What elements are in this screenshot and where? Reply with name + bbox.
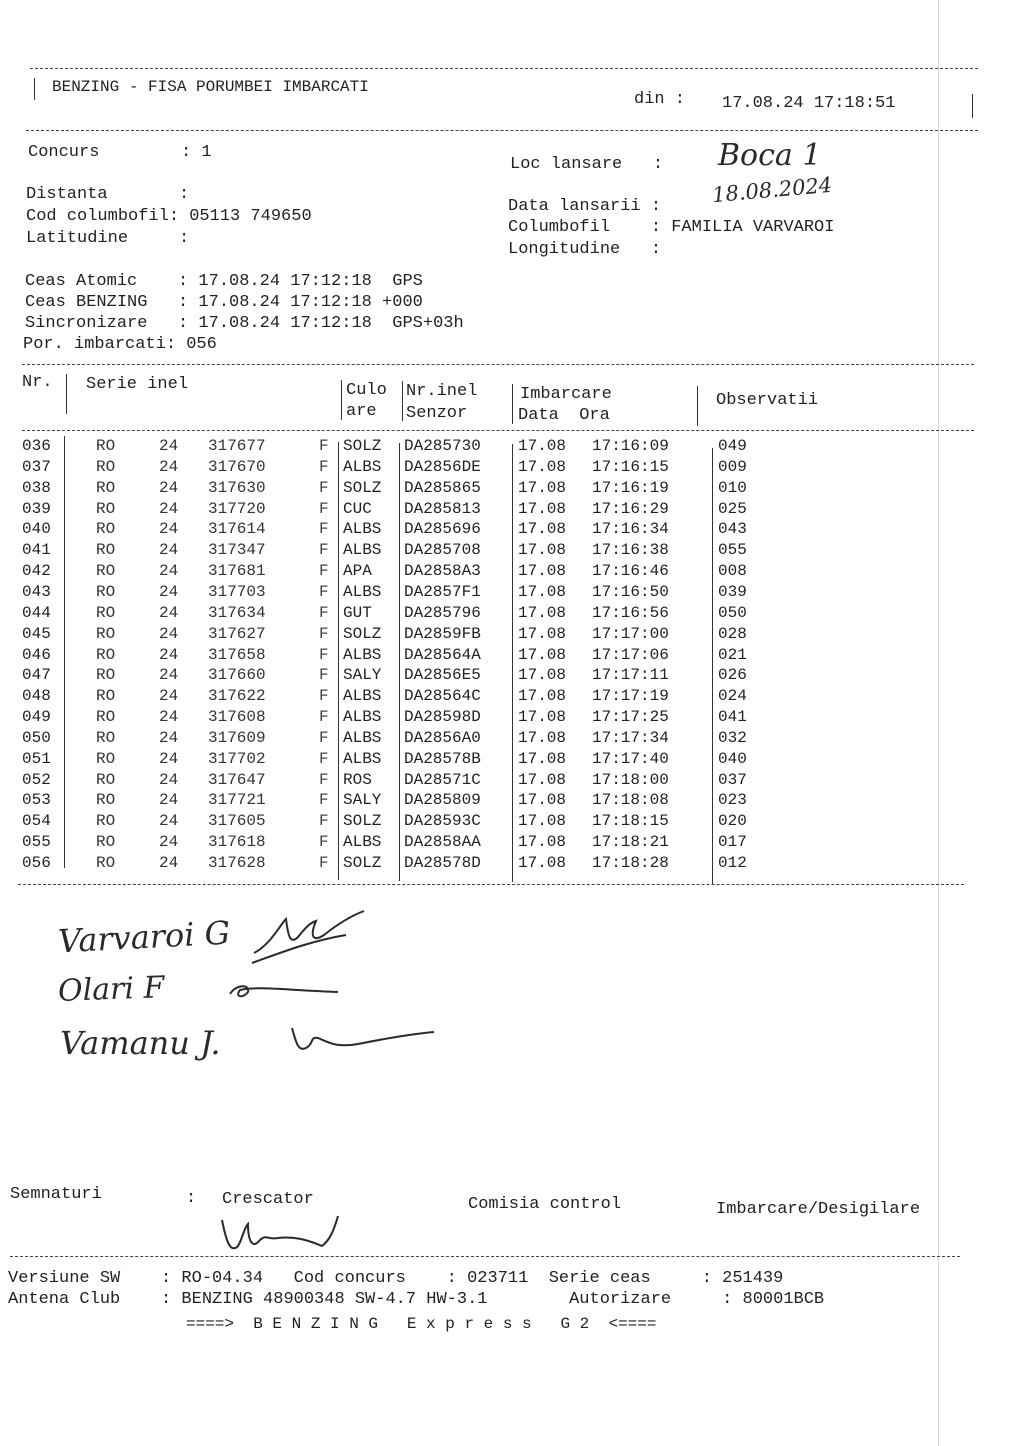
row-sex: F bbox=[319, 791, 329, 810]
row-color: ALBS bbox=[343, 582, 382, 601]
row-ring-number: 317660 bbox=[208, 666, 266, 685]
row-date: 17.08 bbox=[518, 708, 567, 727]
row-country: RO bbox=[96, 645, 116, 664]
row-nr: 039 bbox=[22, 499, 51, 518]
row-sex: F bbox=[319, 708, 329, 727]
row-sex: F bbox=[319, 833, 329, 852]
row-ring-number: 317628 bbox=[208, 854, 266, 872]
row-color: ALBS bbox=[343, 833, 382, 852]
row-nr: 052 bbox=[22, 770, 51, 789]
table-row bbox=[22, 478, 747, 499]
row-sensor: DA28578D bbox=[404, 854, 481, 872]
row-observatii: 028 bbox=[718, 624, 747, 643]
row-ring-number: 317681 bbox=[208, 562, 266, 581]
concurs-field: Concurs : 1 bbox=[28, 143, 212, 162]
table-row bbox=[22, 582, 747, 603]
row-observatii: 008 bbox=[718, 562, 747, 581]
row-observatii: 024 bbox=[718, 687, 747, 706]
signature-3 bbox=[288, 1018, 438, 1058]
row-date: 17.08 bbox=[518, 582, 567, 601]
row-time: 17:18:15 bbox=[592, 812, 669, 831]
row-observatii: 039 bbox=[718, 582, 747, 601]
table-row bbox=[22, 770, 747, 791]
crescator-label: Crescator bbox=[222, 1190, 314, 1209]
row-date: 17.08 bbox=[518, 457, 567, 476]
row-color: ALBS bbox=[343, 457, 382, 476]
row-nr: 049 bbox=[22, 708, 51, 727]
row-observatii: 026 bbox=[718, 666, 747, 685]
header-left-bar bbox=[34, 78, 35, 100]
row-observatii: 017 bbox=[718, 833, 747, 852]
header-sep-5 bbox=[697, 386, 698, 426]
row-sensor: DA28564C bbox=[404, 687, 481, 706]
row-date: 17.08 bbox=[518, 791, 567, 810]
row-year: 24 bbox=[159, 562, 179, 581]
row-time: 17:17:19 bbox=[592, 687, 669, 706]
row-country: RO bbox=[96, 770, 116, 789]
row-year: 24 bbox=[159, 520, 179, 539]
row-country: RO bbox=[96, 437, 116, 455]
row-sex: F bbox=[319, 582, 329, 601]
row-date: 17.08 bbox=[518, 854, 567, 872]
row-year: 24 bbox=[159, 478, 179, 497]
col-header-imbarcare-2: Data Ora bbox=[518, 406, 610, 425]
row-year: 24 bbox=[159, 749, 179, 768]
header-sep-1 bbox=[66, 374, 67, 414]
row-time: 17:16:56 bbox=[592, 603, 669, 622]
row-date: 17.08 bbox=[518, 812, 567, 831]
loc-lansare-field: Loc lansare : bbox=[510, 155, 664, 174]
print-timestamp: 17.08.24 17:18:51 bbox=[722, 94, 896, 113]
row-country: RO bbox=[96, 499, 116, 518]
row-country: RO bbox=[96, 457, 116, 476]
row-ring-number: 317609 bbox=[208, 728, 266, 747]
row-color: GUT bbox=[343, 603, 372, 622]
table-bottom-rule bbox=[18, 884, 964, 885]
row-color: SALY bbox=[343, 791, 382, 810]
row-ring-number: 317608 bbox=[208, 708, 266, 727]
row-observatii: 050 bbox=[718, 603, 747, 622]
col-header-culoare-1: Culo bbox=[346, 381, 387, 400]
table-row bbox=[22, 624, 747, 645]
header-sep-3 bbox=[402, 381, 403, 421]
row-color: SOLZ bbox=[343, 854, 382, 872]
semnaturi-label: Semnaturi bbox=[10, 1185, 102, 1204]
row-ring-number: 317670 bbox=[208, 457, 266, 476]
table-row bbox=[22, 540, 747, 561]
row-year: 24 bbox=[159, 833, 179, 852]
row-year: 24 bbox=[159, 791, 179, 810]
row-sensor: DA28564A bbox=[404, 645, 481, 664]
row-ring-number: 317622 bbox=[208, 687, 266, 706]
row-date: 17.08 bbox=[518, 437, 567, 455]
col-header-culoare-2: are bbox=[346, 402, 377, 421]
row-time: 17:17:25 bbox=[592, 708, 669, 727]
row-nr: 054 bbox=[22, 812, 51, 831]
row-nr: 038 bbox=[22, 478, 51, 497]
footer-line-2: Antena Club : BENZING 48900348 SW-4.7 HW-3.1 Autorizare : 80001BCB bbox=[8, 1290, 825, 1309]
row-nr: 044 bbox=[22, 603, 51, 622]
row-year: 24 bbox=[159, 687, 179, 706]
row-nr: 046 bbox=[22, 645, 51, 664]
longitudine-field: Longitudine : bbox=[508, 240, 662, 259]
row-nr: 050 bbox=[22, 728, 51, 747]
page-edge bbox=[938, 0, 939, 1446]
row-time: 17:16:46 bbox=[592, 562, 669, 581]
row-observatii: 021 bbox=[718, 645, 747, 664]
row-ring-number: 317634 bbox=[208, 603, 266, 622]
row-color: SOLZ bbox=[343, 812, 382, 831]
table-row bbox=[22, 519, 747, 540]
row-date: 17.08 bbox=[518, 520, 567, 539]
row-color: ALBS bbox=[343, 687, 382, 706]
row-sensor: DA28598D bbox=[404, 708, 481, 727]
table-row bbox=[22, 790, 747, 811]
row-sex: F bbox=[319, 770, 329, 789]
row-time: 17:16:19 bbox=[592, 478, 669, 497]
row-time: 17:17:40 bbox=[592, 749, 669, 768]
row-year: 24 bbox=[159, 457, 179, 476]
row-country: RO bbox=[96, 791, 116, 810]
header-right-bar bbox=[972, 94, 973, 118]
row-sensor: DA285809 bbox=[404, 791, 481, 810]
row-country: RO bbox=[96, 833, 116, 852]
por-imbarcati-line: Por. imbarcati: 056 bbox=[23, 335, 217, 354]
row-date: 17.08 bbox=[518, 562, 567, 581]
row-color: ROS bbox=[343, 770, 372, 789]
col-header-nr: Nr. bbox=[22, 373, 53, 392]
row-year: 24 bbox=[159, 645, 179, 664]
row-year: 24 bbox=[159, 854, 179, 872]
row-date: 17.08 bbox=[518, 687, 567, 706]
row-time: 17:17:34 bbox=[592, 728, 669, 747]
row-time: 17:18:00 bbox=[592, 770, 669, 789]
row-time: 17:18:28 bbox=[592, 854, 669, 872]
row-nr: 042 bbox=[22, 562, 51, 581]
row-year: 24 bbox=[159, 770, 179, 789]
ceas-atomic-line: Ceas Atomic : 17.08.24 17:12:18 GPS bbox=[25, 272, 423, 291]
row-observatii: 043 bbox=[718, 520, 747, 539]
row-color: ALBS bbox=[343, 708, 382, 727]
handwritten-name-2: Olari F bbox=[57, 970, 165, 1009]
row-date: 17.08 bbox=[518, 541, 567, 560]
row-color: SOLZ bbox=[343, 437, 382, 455]
row-date: 17.08 bbox=[518, 749, 567, 768]
row-date: 17.08 bbox=[518, 603, 567, 622]
handwritten-name-3: Vamanu J. bbox=[60, 1024, 221, 1062]
row-date: 17.08 bbox=[518, 478, 567, 497]
table-row bbox=[22, 853, 747, 874]
table-row bbox=[22, 561, 747, 582]
cod-columbofil-field: Cod columbofil: 05113 749650 bbox=[26, 207, 312, 226]
row-country: RO bbox=[96, 854, 116, 872]
row-sex: F bbox=[319, 499, 329, 518]
row-country: RO bbox=[96, 624, 116, 643]
row-color: APA bbox=[343, 562, 372, 581]
row-sensor: DA285796 bbox=[404, 603, 481, 622]
row-year: 24 bbox=[159, 437, 179, 455]
row-country: RO bbox=[96, 749, 116, 768]
row-year: 24 bbox=[159, 666, 179, 685]
row-country: RO bbox=[96, 562, 116, 581]
row-sensor: DA285813 bbox=[404, 499, 481, 518]
row-ring-number: 317614 bbox=[208, 520, 266, 539]
row-observatii: 010 bbox=[718, 478, 747, 497]
table-row bbox=[22, 686, 747, 707]
row-nr: 047 bbox=[22, 666, 51, 685]
signature-2 bbox=[226, 976, 346, 1006]
row-sex: F bbox=[319, 478, 329, 497]
header-sep-4 bbox=[512, 384, 513, 424]
row-sensor: DA2856DE bbox=[404, 457, 481, 476]
row-time: 17:17:11 bbox=[592, 666, 669, 685]
row-observatii: 055 bbox=[718, 541, 747, 560]
row-observatii: 040 bbox=[718, 749, 747, 768]
row-sensor: DA2856E5 bbox=[404, 666, 481, 685]
row-sensor: DA2856A0 bbox=[404, 728, 481, 747]
row-country: RO bbox=[96, 603, 116, 622]
row-sex: F bbox=[319, 520, 329, 539]
row-color: ALBS bbox=[343, 749, 382, 768]
row-time: 17:17:00 bbox=[592, 624, 669, 643]
row-nr: 036 bbox=[22, 437, 51, 455]
row-nr: 043 bbox=[22, 582, 51, 601]
row-date: 17.08 bbox=[518, 833, 567, 852]
row-observatii: 023 bbox=[718, 791, 747, 810]
row-year: 24 bbox=[159, 728, 179, 747]
row-sex: F bbox=[319, 666, 329, 685]
row-color: ALBS bbox=[343, 728, 382, 747]
row-country: RO bbox=[96, 520, 116, 539]
row-year: 24 bbox=[159, 603, 179, 622]
row-observatii: 009 bbox=[718, 457, 747, 476]
row-ring-number: 317647 bbox=[208, 770, 266, 789]
latitudine-field: Latitudine : bbox=[26, 229, 190, 248]
row-date: 17.08 bbox=[518, 499, 567, 518]
row-color: ALBS bbox=[343, 541, 382, 560]
row-nr: 040 bbox=[22, 520, 51, 539]
header-bottom-rule bbox=[26, 130, 978, 131]
row-date: 17.08 bbox=[518, 624, 567, 643]
row-time: 17:17:06 bbox=[592, 645, 669, 664]
row-ring-number: 317605 bbox=[208, 812, 266, 831]
col-header-imbarcare-1: Imbarcare bbox=[520, 385, 612, 404]
row-year: 24 bbox=[159, 499, 179, 518]
table-row bbox=[22, 707, 747, 728]
row-year: 24 bbox=[159, 541, 179, 560]
table-row bbox=[22, 603, 747, 624]
table-row bbox=[22, 728, 747, 749]
row-country: RO bbox=[96, 666, 116, 685]
row-color: CUC bbox=[343, 499, 372, 518]
row-sex: F bbox=[319, 624, 329, 643]
footer-rule bbox=[10, 1256, 960, 1257]
data-lansarii-field: Data lansarii : bbox=[508, 197, 662, 216]
row-sensor: DA285730 bbox=[404, 437, 481, 455]
row-country: RO bbox=[96, 812, 116, 831]
table-row bbox=[22, 665, 747, 686]
row-sensor: DA2857F1 bbox=[404, 582, 481, 601]
row-ring-number: 317721 bbox=[208, 791, 266, 810]
row-ring-number: 317702 bbox=[208, 749, 266, 768]
imbarcare-desigilare-label: Imbarcare/Desigilare bbox=[716, 1200, 921, 1219]
handwritten-loc-lansare: Boca 1 bbox=[718, 138, 822, 173]
table-row bbox=[22, 811, 747, 832]
row-sex: F bbox=[319, 562, 329, 581]
table-row bbox=[22, 457, 747, 478]
footer-line-3: ====> B E N Z I N G E x p r e s s G 2 <==== bbox=[186, 1315, 657, 1333]
table-top-rule bbox=[22, 364, 974, 365]
row-ring-number: 317347 bbox=[208, 541, 266, 560]
row-observatii: 032 bbox=[718, 728, 747, 747]
row-sensor: DA28593C bbox=[404, 812, 481, 831]
row-sex: F bbox=[319, 749, 329, 768]
row-color: SOLZ bbox=[343, 478, 382, 497]
distanta-field: Distanta : bbox=[26, 185, 190, 204]
row-time: 17:16:15 bbox=[592, 457, 669, 476]
table-row bbox=[22, 749, 747, 770]
header-top-rule bbox=[30, 68, 978, 69]
row-sensor: DA285696 bbox=[404, 520, 481, 539]
row-nr: 041 bbox=[22, 541, 51, 560]
row-sex: F bbox=[319, 854, 329, 872]
din-label: din : bbox=[634, 90, 686, 109]
row-time: 17:16:09 bbox=[592, 437, 669, 455]
row-color: SALY bbox=[343, 666, 382, 685]
row-sex: F bbox=[319, 437, 329, 455]
col-header-nr-inel-1: Nr.inel bbox=[406, 382, 478, 401]
row-ring-number: 317703 bbox=[208, 582, 266, 601]
row-sensor: DA2858A3 bbox=[404, 562, 481, 581]
row-year: 24 bbox=[159, 708, 179, 727]
row-observatii: 041 bbox=[718, 708, 747, 727]
row-sex: F bbox=[319, 812, 329, 831]
row-color: ALBS bbox=[343, 520, 382, 539]
row-nr: 045 bbox=[22, 624, 51, 643]
row-sensor: DA2859FB bbox=[404, 624, 481, 643]
row-sensor: DA2858AA bbox=[404, 833, 481, 852]
row-sex: F bbox=[319, 541, 329, 560]
comisia-control-label: Comisia control bbox=[468, 1195, 622, 1214]
row-sex: F bbox=[319, 645, 329, 664]
row-color: SOLZ bbox=[343, 624, 382, 643]
row-sensor: DA285708 bbox=[404, 541, 481, 560]
row-sex: F bbox=[319, 687, 329, 706]
row-year: 24 bbox=[159, 812, 179, 831]
row-observatii: 025 bbox=[718, 499, 747, 518]
row-observatii: 037 bbox=[718, 770, 747, 789]
row-time: 17:16:38 bbox=[592, 541, 669, 560]
row-ring-number: 317720 bbox=[208, 499, 266, 518]
row-date: 17.08 bbox=[518, 728, 567, 747]
row-year: 24 bbox=[159, 582, 179, 601]
table-row bbox=[22, 645, 747, 666]
row-ring-number: 317630 bbox=[208, 478, 266, 497]
row-ring-number: 317677 bbox=[208, 437, 266, 455]
table-row bbox=[22, 499, 747, 520]
row-time: 17:18:21 bbox=[592, 833, 669, 852]
row-nr: 051 bbox=[22, 749, 51, 768]
row-sex: F bbox=[319, 728, 329, 747]
row-country: RO bbox=[96, 541, 116, 560]
col-header-nr-inel-2: Senzor bbox=[406, 404, 468, 423]
header-sep-2 bbox=[341, 380, 342, 420]
row-time: 17:16:50 bbox=[592, 582, 669, 601]
row-nr: 037 bbox=[22, 457, 51, 476]
document-title: BENZING - FISA PORUMBEI IMBARCATI bbox=[52, 78, 369, 96]
col-header-serie-inel: Serie inel bbox=[86, 375, 189, 394]
row-ring-number: 317627 bbox=[208, 624, 266, 643]
table-row bbox=[22, 832, 747, 853]
row-date: 17.08 bbox=[518, 666, 567, 685]
row-observatii: 049 bbox=[718, 437, 747, 455]
columbofil-field: Columbofil : FAMILIA VARVAROI bbox=[508, 218, 835, 237]
row-nr: 055 bbox=[22, 833, 51, 852]
row-date: 17.08 bbox=[518, 770, 567, 789]
row-time: 17:18:08 bbox=[592, 791, 669, 810]
row-nr: 056 bbox=[22, 854, 51, 872]
handwritten-data-lansarii: 18.08.2024 bbox=[711, 172, 834, 208]
table-header-rule bbox=[22, 430, 974, 431]
row-sex: F bbox=[319, 457, 329, 476]
footer-line-1: Versiune SW : RO-04.34 Cod concurs : 023711 Serie ceas : 251439 bbox=[8, 1269, 784, 1288]
row-year: 24 bbox=[159, 624, 179, 643]
row-country: RO bbox=[96, 708, 116, 727]
handwritten-name-1: Varvaroi G bbox=[57, 913, 232, 961]
ceas-benzing-line: Ceas BENZING : 17.08.24 17:12:18 +000 bbox=[25, 293, 423, 312]
semnaturi-colon: : bbox=[186, 1189, 197, 1208]
row-observatii: 012 bbox=[718, 854, 747, 872]
row-country: RO bbox=[96, 687, 116, 706]
row-country: RO bbox=[96, 728, 116, 747]
row-sensor: DA285865 bbox=[404, 478, 481, 497]
sincronizare-line: Sincronizare : 17.08.24 17:12:18 GPS+03h bbox=[25, 314, 464, 333]
row-sensor: DA28578B bbox=[404, 749, 481, 768]
row-nr: 048 bbox=[22, 687, 51, 706]
row-nr: 053 bbox=[22, 791, 51, 810]
row-ring-number: 317618 bbox=[208, 833, 266, 852]
row-sensor: DA28571C bbox=[404, 770, 481, 789]
row-time: 17:16:29 bbox=[592, 499, 669, 518]
signature-1 bbox=[250, 905, 370, 975]
row-country: RO bbox=[96, 478, 116, 497]
crescator-signature bbox=[218, 1210, 348, 1260]
row-date: 17.08 bbox=[518, 645, 567, 664]
row-color: ALBS bbox=[343, 645, 382, 664]
row-time: 17:16:34 bbox=[592, 520, 669, 539]
row-sex: F bbox=[319, 603, 329, 622]
row-observatii: 020 bbox=[718, 812, 747, 831]
table-row bbox=[22, 436, 747, 457]
col-header-observatii: Observatii bbox=[716, 391, 819, 410]
row-country: RO bbox=[96, 582, 116, 601]
row-ring-number: 317658 bbox=[208, 645, 266, 664]
